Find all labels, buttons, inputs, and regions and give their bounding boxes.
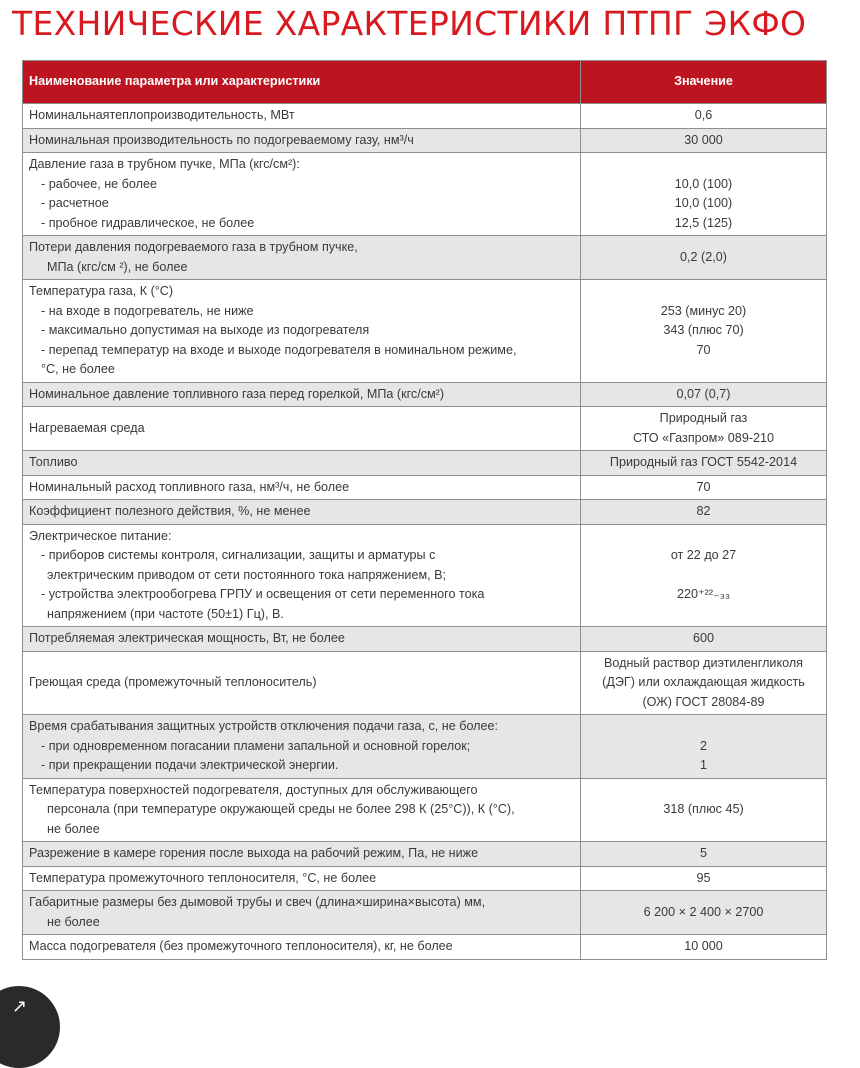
param-value: 6 200 × 2 400 × 2700 — [643, 904, 764, 919]
param-value: Природный газ — [659, 411, 748, 425]
param-value: 0,6 — [694, 108, 713, 122]
param-subitem: - расчетное — [41, 196, 109, 210]
param-name: Температура газа, К (°С) — [29, 284, 174, 298]
param-subitem: - приборов системы контроля, сигнализации, защиты и арматуры с — [41, 548, 436, 562]
param-value-cell — [581, 280, 827, 383]
table-row — [23, 891, 827, 935]
param-name: Габаритные размеры без дымовой трубы и свеч (длина×ширина×высота) мм, — [29, 895, 486, 909]
param-subitem: - рабочее, не более — [41, 176, 157, 191]
param-name: Время срабатывания защитных устройств отключения подачи газа, с, не более: — [29, 719, 499, 733]
param-value: 10 000 — [684, 939, 723, 953]
param-value-cell — [581, 153, 827, 236]
param-value: 5 — [699, 846, 707, 860]
table-row — [23, 651, 827, 715]
param-value-cell — [581, 236, 827, 280]
param-value: от 22 до 27 — [670, 548, 737, 562]
param-value — [587, 360, 820, 380]
param-value-cell — [581, 128, 827, 153]
param-value-cell — [581, 407, 827, 451]
param-value-cell — [581, 382, 827, 407]
table-row — [23, 236, 827, 280]
param-value: (ДЭГ) или охлаждающая жидкость — [602, 675, 805, 689]
param-subitem: - на входе в подогреватель, не ниже — [41, 303, 254, 318]
param-value: 70 — [696, 342, 711, 357]
param-value-cell — [581, 891, 827, 935]
table-row — [23, 382, 827, 407]
param-name: Потери давления подогреваемого газа в трубном пучке, — [29, 240, 358, 254]
param-value: 70 — [696, 479, 711, 494]
param-name-continuation: не более — [47, 914, 100, 929]
param-name-cell — [23, 236, 581, 280]
param-value-cell — [581, 627, 827, 652]
param-value — [587, 717, 820, 737]
param-subitem: °С, не более — [41, 362, 115, 376]
table-row — [23, 128, 827, 153]
table-row — [23, 627, 827, 652]
page-title: ТЕХНИЧЕСКИЕ ХАРАКТЕРИСТИКИ ПТПГ ЭКФО — [12, 4, 807, 43]
param-value-cell — [581, 866, 827, 891]
table-row — [23, 524, 827, 627]
param-name-cell — [23, 407, 581, 451]
table-row — [23, 475, 827, 500]
table-row — [23, 451, 827, 476]
param-name: Давление газа в трубном пучке, МПа (кгс/см²): — [29, 157, 300, 171]
param-value: Водный раствор диэтиленгликоля — [603, 655, 804, 670]
param-value-cell — [581, 475, 827, 500]
param-value — [587, 155, 820, 175]
param-name-cell — [23, 451, 581, 476]
table-row — [23, 153, 827, 236]
param-subitem: - максимально допустимая на выходе из подогревателя — [41, 323, 370, 337]
param-value-cell — [581, 715, 827, 779]
param-name-continuation: электрическим приводом от сети постоянного тока напряжением, В; — [47, 567, 447, 582]
table-row — [23, 866, 827, 891]
param-value: 12,5 (125) — [674, 215, 733, 230]
param-name-cell — [23, 153, 581, 236]
param-name-cell — [23, 104, 581, 129]
param-value: 82 — [696, 504, 711, 518]
column-header-name: Наименование параметра или характеристики — [23, 61, 581, 104]
param-name-cell — [23, 778, 581, 842]
table-row — [23, 280, 827, 383]
param-subitem: - устройства электрообогрева ГРПУ и освещения от сети переменного тока — [41, 587, 485, 601]
param-name-continuation: не более — [47, 821, 100, 836]
param-value — [587, 527, 820, 547]
param-name: Топливо — [29, 455, 78, 469]
param-value-cell — [581, 500, 827, 525]
param-name: Номинальнаятеплопроизводительность, МВт — [29, 108, 295, 122]
param-name-continuation: МПа (кгс/см ²), не более — [47, 259, 188, 274]
param-value — [587, 566, 820, 586]
param-name-cell — [23, 627, 581, 652]
column-header-value: Значение — [581, 61, 827, 104]
param-value — [587, 605, 820, 625]
param-value: Природный газ ГОСТ 5542-2014 — [609, 455, 798, 469]
param-name-cell — [23, 842, 581, 867]
param-value-cell — [581, 524, 827, 627]
param-name-continuation: напряжением (при частоте (50±1) Гц), В. — [47, 606, 284, 621]
param-value: 0,2 (2,0) — [680, 249, 727, 264]
param-value-cell — [581, 104, 827, 129]
param-value — [587, 282, 820, 302]
table-row — [23, 715, 827, 779]
table-row — [23, 935, 827, 960]
param-name: Греющая среда (промежуточный теплоноситель) — [29, 675, 317, 689]
param-name-cell — [23, 280, 581, 383]
param-name-cell — [23, 891, 581, 935]
table-row — [23, 407, 827, 451]
param-value-cell — [581, 778, 827, 842]
param-name: Температура промежуточного теплоносителя, °С, не более — [29, 870, 377, 885]
param-name: Разрежение в камере горения после выхода на рабочий режим, Па, не ниже — [29, 846, 479, 860]
param-name-cell — [23, 128, 581, 153]
param-value: 2 — [699, 738, 707, 753]
param-value: 253 (минус 20) — [660, 303, 747, 318]
corner-overlay-button[interactable] — [0, 986, 60, 1068]
param-value: 0,07 (0,7) — [676, 386, 731, 401]
param-value: 1 — [699, 758, 707, 772]
param-name: Коэффициент полезного действия, %, не менее — [29, 504, 311, 518]
arrow-icon: ↗ — [12, 996, 28, 1017]
param-name: Температура поверхностей подогревателя, доступных для обслуживающего — [29, 782, 478, 797]
param-name: Номинальный расход топливного газа, нм³/ч, не более — [29, 479, 350, 494]
param-value: 600 — [692, 631, 714, 645]
table-header-row — [23, 61, 827, 104]
param-name: Номинальная производительность по подогреваемому газу, нм³/ч — [29, 132, 414, 147]
param-subitem: - при одновременном погасании пламени запальной и основной горелок; — [41, 738, 471, 753]
spec-table — [22, 60, 827, 960]
param-name-continuation: персонала (при температуре окружающей среды не более 298 К (25°С)), К (°С), — [47, 802, 515, 816]
param-value: 318 (плюс 45) — [663, 802, 744, 816]
param-value: 30 000 — [684, 132, 723, 147]
param-value-cell — [581, 935, 827, 960]
table-row — [23, 842, 827, 867]
param-name: Масса подогревателя (без промежуточного теплоносителя), кг, не более — [29, 939, 453, 953]
param-value: 10,0 (100) — [674, 196, 733, 210]
table-row — [23, 104, 827, 129]
param-name: Потребляемая электрическая мощность, Вт, не более — [29, 631, 345, 645]
param-name: Номинальное давление топливного газа перед горелкой, МПа (кгс/см²) — [29, 386, 445, 401]
param-subitem: - при прекращении подачи электрической энергии. — [41, 758, 339, 772]
param-name-cell — [23, 651, 581, 715]
table-row — [23, 500, 827, 525]
param-subitem: - пробное гидравлическое, не более — [41, 215, 255, 230]
param-value: 343 (плюс 70) — [663, 323, 744, 337]
param-name-cell — [23, 500, 581, 525]
param-name-cell — [23, 475, 581, 500]
param-name-cell — [23, 715, 581, 779]
param-value: (ОЖ) ГОСТ 28084-89 — [642, 694, 765, 709]
param-value: 220⁺²²₋₃₃ — [677, 587, 730, 601]
param-subitem: - перепад температур на входе и выходе подогревателя в номинальном режиме, — [41, 342, 517, 357]
param-value-cell — [581, 842, 827, 867]
param-name-cell — [23, 524, 581, 627]
param-value-cell — [581, 451, 827, 476]
table-row — [23, 778, 827, 842]
param-value: 95 — [696, 870, 711, 885]
param-value: СТО «Газпром» 089-210 — [632, 430, 775, 445]
param-name-cell — [23, 382, 581, 407]
param-value-cell — [581, 651, 827, 715]
param-name: Нагреваемая среда — [29, 420, 145, 435]
param-name: Электрическое питание: — [29, 528, 172, 543]
param-name-cell — [23, 866, 581, 891]
param-value: 10,0 (100) — [674, 176, 733, 191]
param-name-cell — [23, 935, 581, 960]
